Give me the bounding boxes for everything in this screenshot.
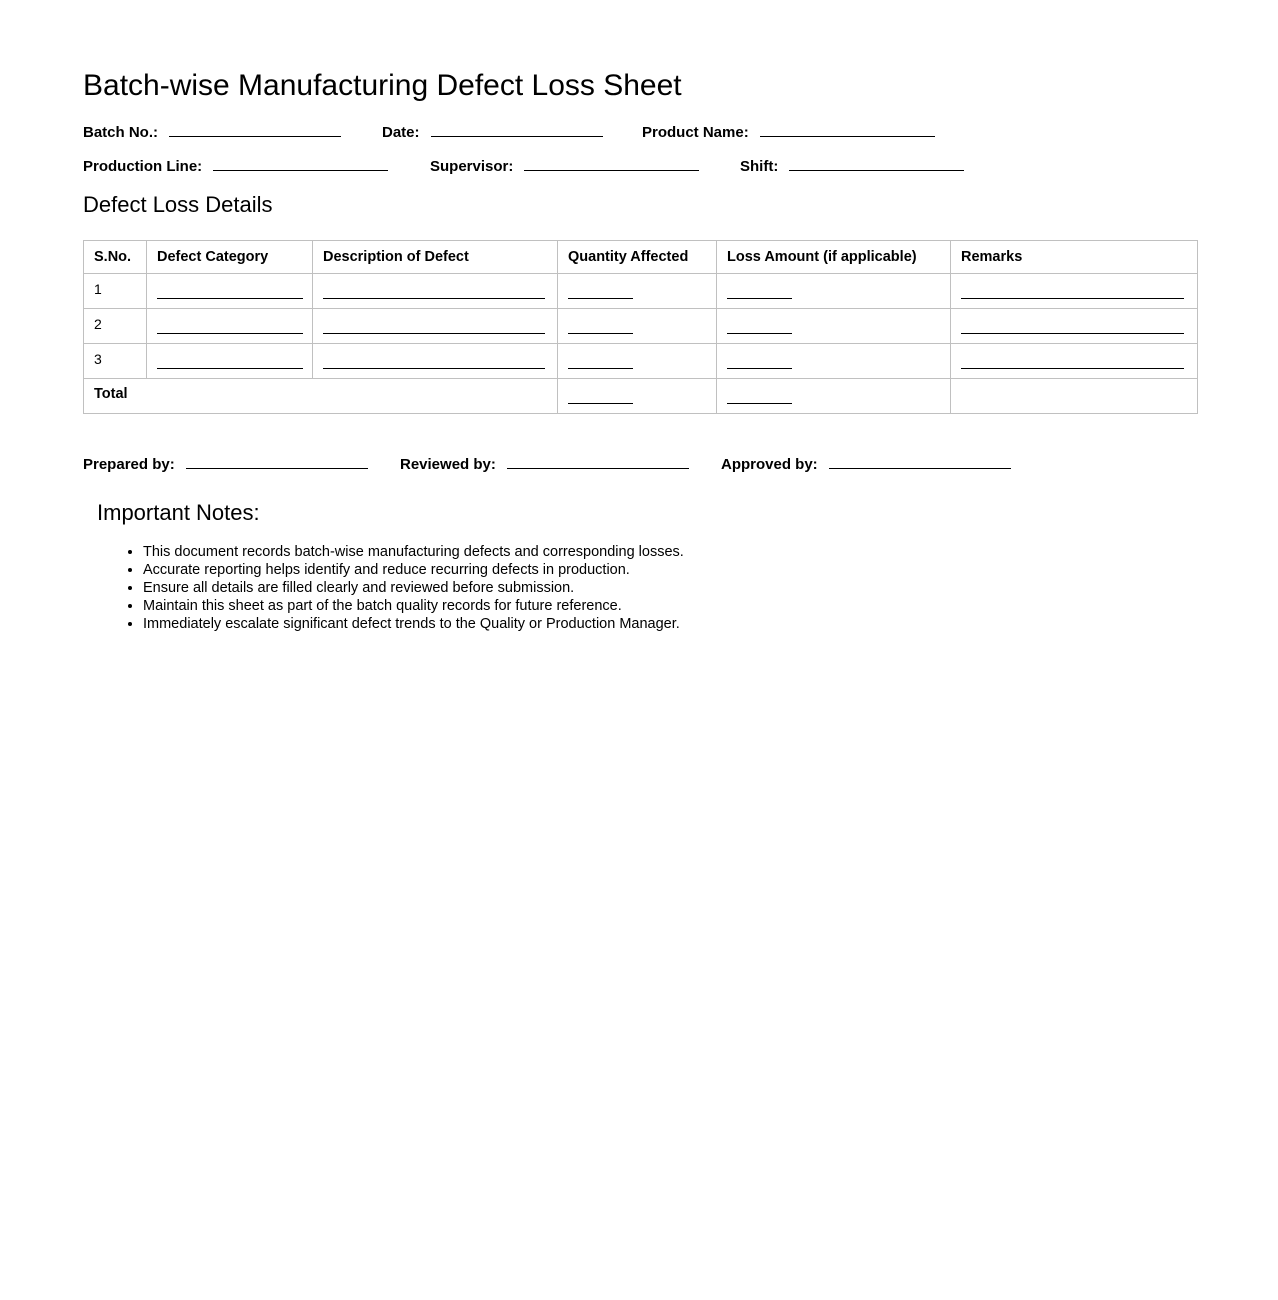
notes-list [97, 543, 1197, 633]
row-1-loss-amount-blank[interactable] [727, 279, 792, 299]
table-row [84, 344, 1198, 379]
col-header-remarks: Remarks [951, 241, 1198, 274]
date-blank[interactable] [431, 122, 603, 137]
batch-no-blank[interactable] [169, 122, 341, 137]
product-name-blank[interactable] [760, 122, 935, 137]
col-header-description: Description of Defect [313, 241, 558, 274]
page-title: Batch-wise Manufacturing Defect Loss Sheet [83, 69, 682, 102]
table-total-row [84, 379, 1198, 414]
note-item: • Immediately escalate significant defect trends to the Quality or Production Manager. [143, 615, 1197, 633]
reviewed-by-label: Reviewed by: [400, 456, 496, 473]
col-header-defect-category: Defect Category [147, 241, 313, 274]
col-header-loss-amount: Loss Amount (if applicable) [717, 241, 951, 274]
reviewed-by-blank[interactable] [507, 454, 689, 469]
field-prepared-by [83, 454, 368, 474]
note-item: • Accurate reporting helps identify and reduce recurring defects in production. [143, 561, 1197, 579]
row-3-defect-category-blank[interactable] [157, 349, 303, 369]
date-label: Date: [382, 124, 420, 141]
field-shift [740, 156, 964, 176]
supervisor-label: Supervisor: [430, 158, 514, 175]
form-row-1 [83, 118, 1197, 152]
form-row-2 [83, 152, 1197, 186]
approved-by-label: Approved by: [721, 456, 818, 473]
total-loss-amount-blank[interactable] [727, 384, 792, 404]
production-line-blank[interactable] [213, 156, 388, 171]
row-2-sno: 2 [84, 309, 147, 344]
important-notes-section [83, 500, 1197, 633]
row-3-sno: 3 [84, 344, 147, 379]
section-title: Defect Loss Details [83, 192, 273, 217]
supervisor-blank[interactable] [524, 156, 699, 171]
row-3-quantity-blank[interactable] [568, 349, 633, 369]
table-row [84, 309, 1198, 344]
prepared-by-label: Prepared by: [83, 456, 175, 473]
total-quantity-blank[interactable] [568, 384, 633, 404]
field-date [382, 122, 603, 142]
field-production-line [83, 156, 388, 176]
row-2-loss-amount-blank[interactable] [727, 314, 792, 334]
total-label: Total [84, 379, 558, 414]
table-header [84, 241, 1198, 274]
field-batch-no [83, 122, 341, 142]
field-product-name [642, 122, 935, 142]
prepared-by-blank[interactable] [186, 454, 368, 469]
row-3-loss-amount-blank[interactable] [727, 349, 792, 369]
field-reviewed-by [400, 454, 689, 474]
document-page [0, 0, 1197, 633]
total-remarks-cell [951, 379, 1198, 414]
row-1-remarks-blank[interactable] [961, 279, 1184, 299]
row-2-remarks-blank[interactable] [961, 314, 1184, 334]
table-row [84, 274, 1198, 309]
col-header-quantity: Quantity Affected [558, 241, 717, 274]
shift-label: Shift: [740, 158, 779, 175]
defect-loss-table [83, 240, 1198, 414]
row-2-description-blank[interactable] [323, 314, 545, 334]
production-line-label: Production Line: [83, 158, 203, 175]
row-2-quantity-blank[interactable] [568, 314, 633, 334]
signature-row [83, 450, 1197, 484]
row-3-remarks-blank[interactable] [961, 349, 1184, 369]
row-2-defect-category-blank[interactable] [157, 314, 303, 334]
row-1-description-blank[interactable] [323, 279, 545, 299]
row-1-defect-category-blank[interactable] [157, 279, 303, 299]
note-item: • Ensure all details are filled clearly and reviewed before submission. [143, 579, 1197, 597]
product-name-label: Product Name: [642, 124, 749, 141]
field-approved-by [721, 454, 1011, 474]
row-3-description-blank[interactable] [323, 349, 545, 369]
note-item: • This document records batch-wise manufacturing defects and corresponding losses. [143, 543, 1197, 561]
batch-no-label: Batch No.: [83, 124, 158, 141]
field-supervisor [430, 156, 699, 176]
notes-title: Important Notes: [97, 500, 260, 525]
shift-blank[interactable] [789, 156, 964, 171]
row-1-sno: 1 [84, 274, 147, 309]
row-1-quantity-blank[interactable] [568, 279, 633, 299]
approved-by-blank[interactable] [829, 454, 1011, 469]
note-item: • Maintain this sheet as part of the batch quality records for future reference. [143, 597, 1197, 615]
col-header-sno: S.No. [84, 241, 147, 274]
